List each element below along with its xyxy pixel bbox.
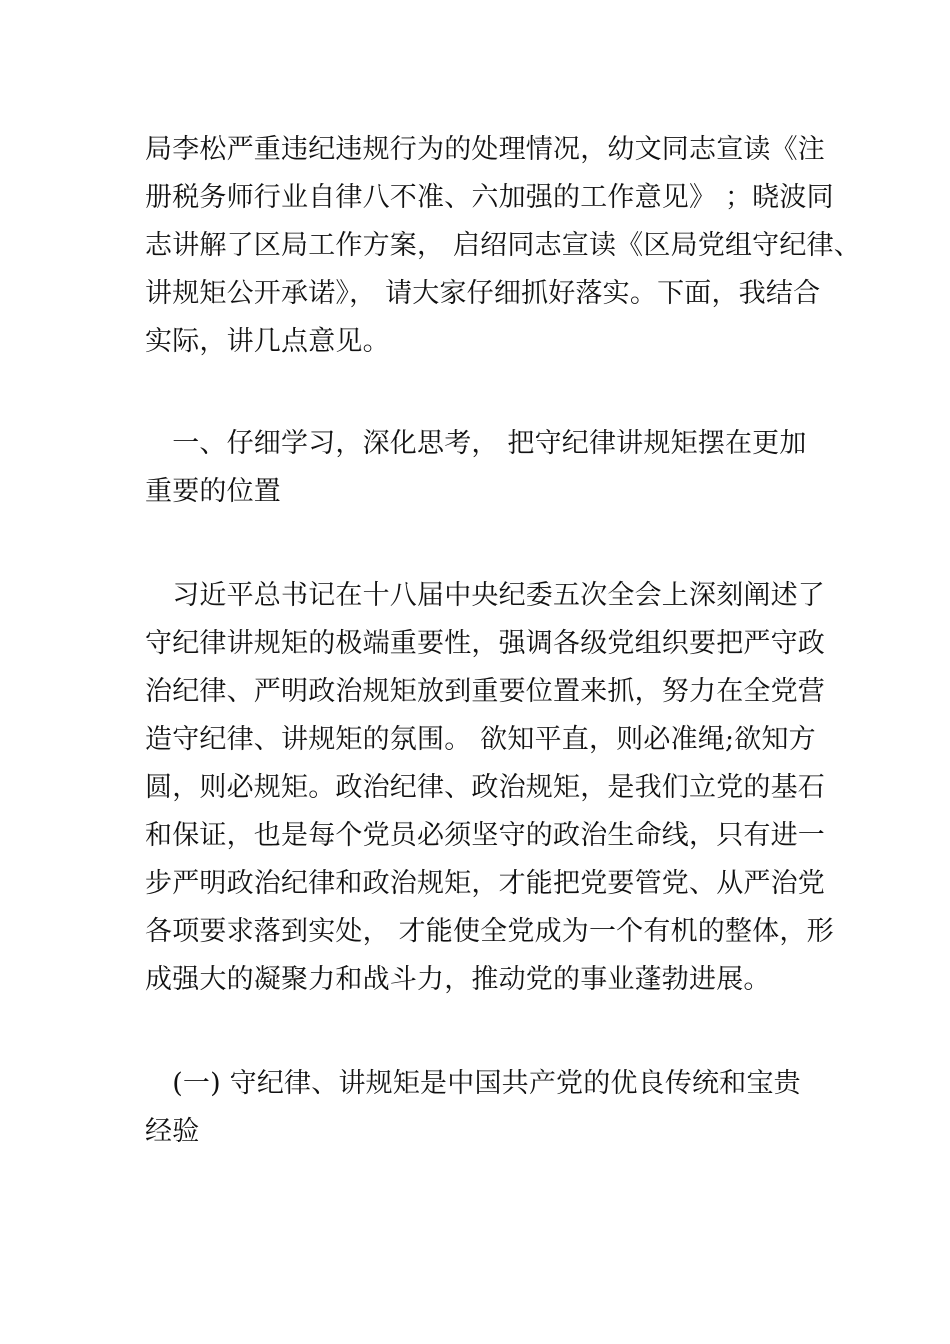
paragraph-1-line-5: 实际，讲几点意见。 xyxy=(145,326,390,357)
paragraph-2-line-9: 成强大的凝聚力和战斗力，推动党的事业蓬勃进展。 xyxy=(145,964,771,995)
paragraph-2-line-6: 和保证，也是每个党员必须坚守的政治生命线，只有进一 xyxy=(145,820,825,851)
paragraph-1-line-1: 局李松严重违纪违规行为的处理情况，幼文同志宣读《注 xyxy=(145,134,825,165)
subsection-heading-1-line-1: (一) 守纪律、讲规矩是中国共产党的优良传统和宝贵 xyxy=(145,1068,801,1099)
paragraph-2-line-4: 造守纪律、讲规矩的氛围。 欲知平直，则必准绳;欲知方 xyxy=(145,724,816,755)
paragraph-1-line-4: 讲规矩公开承诺》， 请大家仔细抓好落实。下面，我结合 xyxy=(145,278,821,309)
section-heading-1-line-2: 重要的位置 xyxy=(145,476,281,507)
section-heading-1-line-1: 一、仔细学习，深化思考， 把守纪律讲规矩摆在更加 xyxy=(145,428,807,459)
paragraph-2-line-8: 各项要求落到实处， 才能使全党成为一个有机的整体，形 xyxy=(145,916,834,947)
paragraph-2-line-1: 习近平总书记在十八届中央纪委五次全会上深刻阐述了 xyxy=(145,580,825,611)
paragraph-1-line-2: 册税务师行业自律八不准、六加强的工作意见》 ；晓波同 xyxy=(145,182,834,213)
paragraph-1-line-3: 志讲解了区局工作方案， 启绍同志宣读《区局党组守纪律、 xyxy=(145,230,861,261)
paragraph-2-line-5: 圆，则必规矩。政治纪律、政治规矩，是我们立党的基石 xyxy=(145,772,825,803)
paragraph-2-line-3: 治纪律、严明政治规矩放到重要位置来抓，努力在全党营 xyxy=(145,676,825,707)
paragraph-2-line-2: 守纪律讲规矩的极端重要性，强调各级党组织要把严守政 xyxy=(145,628,825,659)
subsection-heading-1-line-2: 经验 xyxy=(145,1116,200,1147)
paragraph-2-line-7: 步严明政治纪律和政治规矩，才能把党要管党、从严治党 xyxy=(145,868,825,899)
